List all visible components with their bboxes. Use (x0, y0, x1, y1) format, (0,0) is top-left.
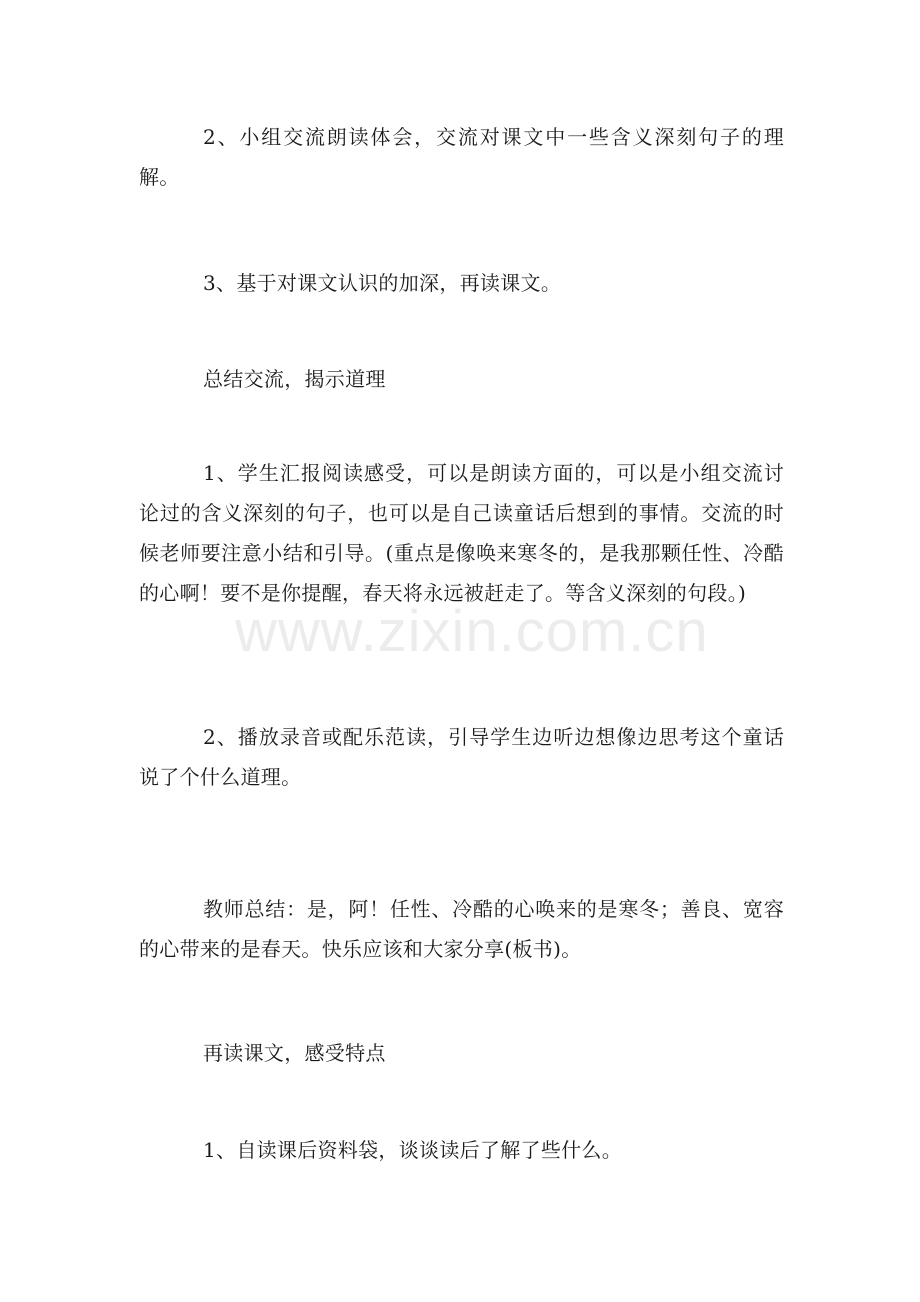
paragraph-teacher-summary: 教师总结：是，阿！任性、冷酷的心唤来的是寒冬；善良、宽容的心带来的是春天。快乐应该和大家分享(板书)。 (139, 897, 784, 961)
section-heading-reread: 再读课文，感受特点 (203, 1041, 386, 1065)
watermark: www.zixin.com.cn (235, 599, 709, 664)
paragraph-play-recording: 2、播放录音或配乐范读，引导学生边听边想像边思考这个童话说了个什么道理。 (139, 725, 784, 789)
paragraph-group-reading: 2、小组交流朗读体会，交流对课文中一些含义深刻句子的理解。 (139, 125, 784, 189)
section-heading-summary: 总结交流，揭示道理 (203, 367, 386, 391)
paragraph-self-reading: 1、自读课后资料袋，谈谈读后了解了些什么。 (203, 1138, 623, 1162)
paragraph-reread-text: 3、基于对课文认识的加深，再读课文。 (203, 271, 562, 295)
paragraph-student-report: 1、学生汇报阅读感受，可以是朗读方面的，可以是小组交流讨论过的含义深刻的句子，也可以是自己读童话后想到的事情。交流的时候老师要注意小结和引导。(重点是像唤来寒冬的，是我那颗任性、冷酷的心啊！要不是你提醒，春天将永远被赶走了。等含义深刻的句段。) (139, 461, 784, 605)
